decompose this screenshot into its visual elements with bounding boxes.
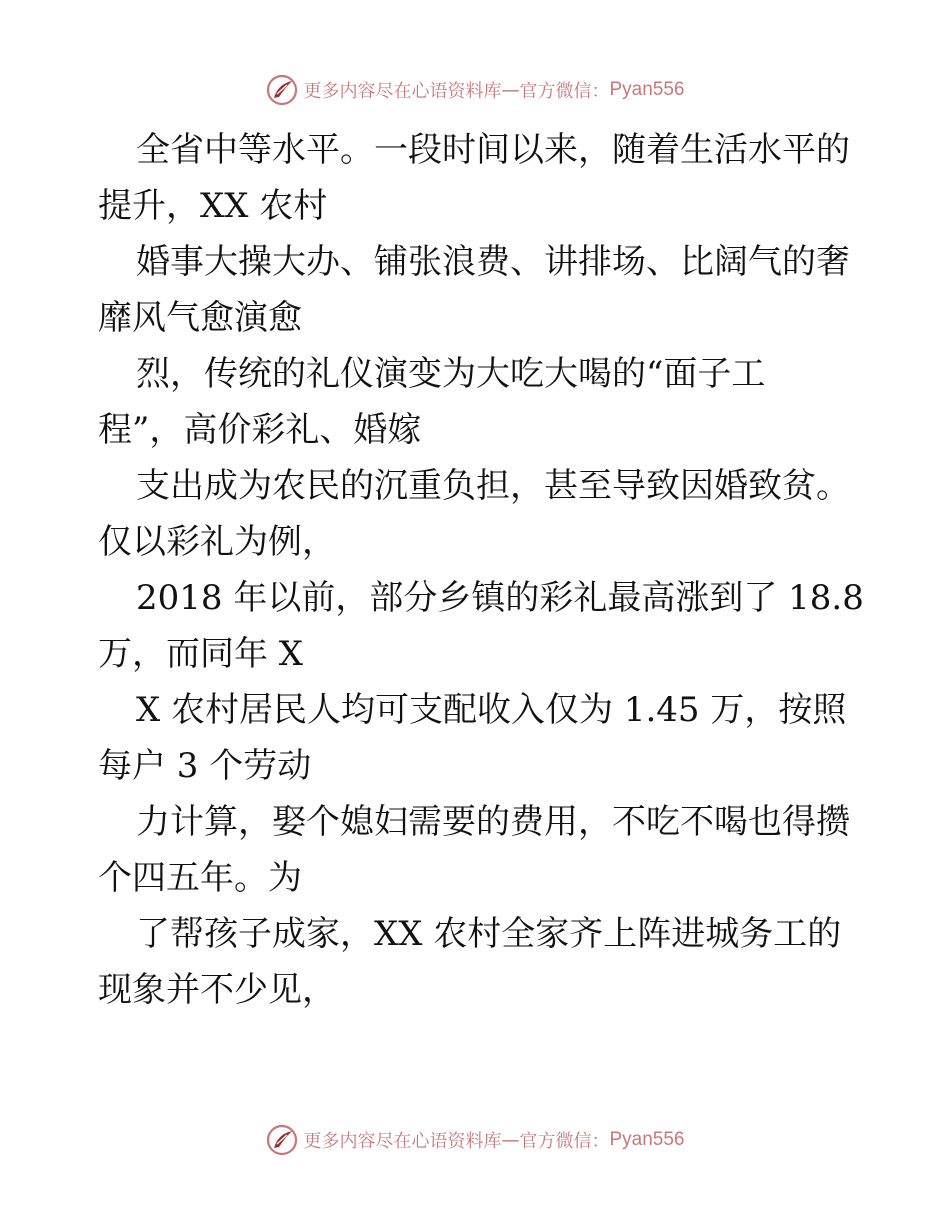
text-line: 程”，高价彩礼、婚嫁 [98, 410, 422, 450]
text-line: 每户 3 个劳动 [98, 746, 312, 786]
header-brand-text: 更多内容尽在心语资料库 [303, 81, 502, 102]
header-separator: — [501, 79, 520, 101]
text-line: 靡风气愈演愈 [98, 298, 302, 338]
paragraph [98, 570, 864, 682]
text-line: 仅以彩礼为例， [98, 522, 336, 562]
text-line: 现象并不少见， [98, 970, 336, 1010]
paragraph [98, 234, 858, 346]
text-line: X 农村居民人均可支配收入仅为 1.45 万，按照 [136, 690, 847, 730]
paragraph [98, 682, 858, 794]
footer-watermark [0, 1120, 950, 1160]
text-line: 了帮孩子成家，XX 农村全家齐上阵进城务工的 [136, 914, 842, 954]
text-line: 万，而同年 X [98, 634, 304, 674]
text-line: 力计算，娶个媳妇需要的费用，不吃不喝也得攒 [136, 802, 850, 842]
text-line: 2018 年以前，部分乡镇的彩礼最高涨到了 18.8 [136, 578, 864, 618]
paragraph [98, 458, 858, 570]
footer-brand-text: 更多内容尽在心语资料库 [303, 1131, 502, 1152]
paragraph [98, 906, 858, 1018]
text-line: 烈，传统的礼仪演变为大吃大喝的“面子工 [136, 354, 766, 394]
brand-logo-icon [265, 73, 299, 107]
text-line: 提升，XX 农村 [98, 186, 328, 226]
footer-contact-id: Pyan556 [609, 1129, 685, 1150]
paragraph [98, 346, 858, 458]
text-line: 支出成为农民的沉重负担，甚至导致因婚致贫。 [136, 466, 850, 506]
text-line: 个四五年。为 [98, 858, 302, 898]
header-contact-label: 官方微信： [519, 81, 610, 102]
footer-separator: — [501, 1129, 520, 1151]
text-line: 全省中等水平。一段时间以来，随着生活水平的 [136, 130, 850, 170]
brand-logo-icon [265, 1123, 299, 1157]
footer-contact-label: 官方微信： [519, 1131, 610, 1152]
header-watermark [0, 70, 950, 110]
paragraph [98, 794, 858, 906]
text-line: 婚事大操大办、铺张浪费、讲排场、比阔气的奢 [136, 242, 850, 282]
document-body [98, 122, 864, 1018]
header-contact-id: Pyan556 [609, 79, 685, 100]
paragraph [98, 122, 858, 234]
